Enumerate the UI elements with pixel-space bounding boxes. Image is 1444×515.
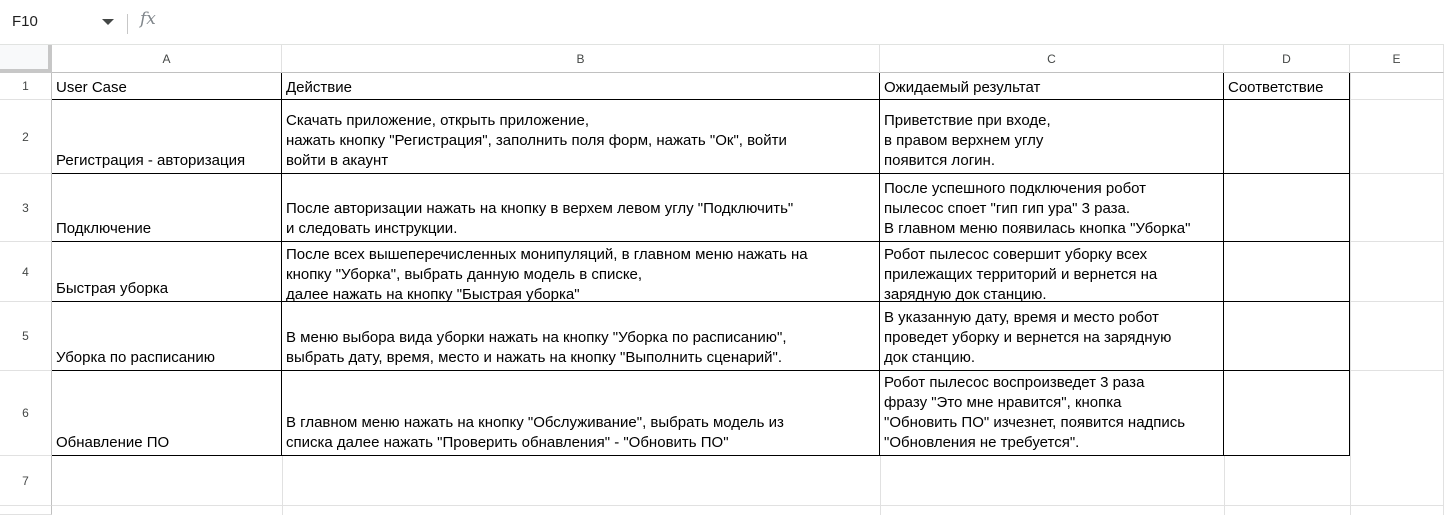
table-border <box>1349 73 1350 456</box>
column-header-e[interactable]: E <box>1350 45 1444 73</box>
cell-b3[interactable]: После авторизации нажать на кнопку в верхем левом углу "Подключить" и следовать инструкции. <box>286 200 794 237</box>
grid-line <box>1350 73 1351 515</box>
cell-b4[interactable]: После всех вышеперечисленных монипуляций, в главном меню нажать на кнопку "Уборка", выбрать данную модель в списке, далее нажать на кнопку "Быстрая уборка" <box>286 246 808 301</box>
row-header-5[interactable]: 5 <box>0 302 52 371</box>
fx-icon: fx <box>140 9 156 29</box>
cell-b5[interactable]: В меню выбора вида уборки нажать на кнопку "Уборка по расписанию", выбрать дату, время, место и нажать на кнопку "Выполнить сценарий". <box>286 329 787 366</box>
name-box-value: F10 <box>12 13 38 30</box>
cell-b6[interactable]: В главном меню нажать на кнопку "Обслуживание", выбрать модель из списка далее нажать "Проверить обнавления" - "Обновить ПО" <box>286 414 784 451</box>
cell-a6[interactable]: Обнавление ПО <box>56 434 170 451</box>
cell-a3[interactable]: Подключение <box>56 220 152 237</box>
cell-c4[interactable]: Робот пылесос совершит уборку всех прилежащих территорий и вернется на зарядную док станцию. <box>884 246 1158 301</box>
formula-bar <box>0 0 1444 45</box>
formula-input[interactable] <box>172 0 1432 44</box>
chevron-down-icon[interactable] <box>102 19 114 25</box>
row-header-1[interactable]: 1 <box>0 73 52 100</box>
column-header-d[interactable]: D <box>1224 45 1350 73</box>
cell-d1[interactable]: Соответствие <box>1228 79 1324 96</box>
cell-c6[interactable]: Робот пылесос воспроизведет 3 раза фразу "Это мне нравится", кнопка "Обновить ПО" изчезнет, появится надпись "Обновления не требуется". <box>884 374 1186 451</box>
formula-separator <box>127 14 128 34</box>
row-header-7[interactable]: 7 <box>0 456 52 506</box>
table-border <box>52 455 1350 456</box>
row-header-4[interactable]: 4 <box>0 242 52 302</box>
grid-line <box>1224 456 1225 515</box>
row-header-3[interactable]: 3 <box>0 174 52 242</box>
cell-b2[interactable]: Скачать приложение, открыть приложение, нажать кнопку "Регистрация", заполнить поля форм, нажать "Ок", войти войти в акаунт <box>286 112 787 169</box>
select-all-corner[interactable] <box>0 45 52 73</box>
cell-c5[interactable]: В указанную дату, время и место робот проведет уборку и вернется на зарядную док станцию. <box>884 309 1172 366</box>
cell-c3[interactable]: После успешного подключения робот пылесос споет "гип гип ура" 3 раза. В главном меню появилась кнопка "Уборка" <box>884 180 1191 237</box>
name-box[interactable] <box>12 0 122 44</box>
cell-a4[interactable]: Быстрая уборка <box>56 280 169 297</box>
table-border <box>1223 73 1224 456</box>
column-header-a[interactable]: A <box>52 45 282 73</box>
cell-a2[interactable]: Регистрация - авторизация <box>56 152 246 169</box>
cell-a5[interactable]: Уборка по расписанию <box>56 349 215 366</box>
grid-line <box>282 456 283 515</box>
row-header-8[interactable] <box>0 506 52 515</box>
row-header-2[interactable]: 2 <box>0 100 52 174</box>
cell-a1[interactable]: User Case <box>56 79 127 96</box>
grid-line <box>880 456 881 515</box>
row-header-6[interactable]: 6 <box>0 371 52 456</box>
grid-line <box>52 505 1444 506</box>
cell-b1[interactable]: Действие <box>286 79 352 96</box>
column-header-c[interactable]: C <box>880 45 1224 73</box>
cell-c1[interactable]: Ожидаемый результат <box>884 79 1041 96</box>
column-header-b[interactable]: B <box>282 45 880 73</box>
cell-c2[interactable]: Приветствие при входе, в правом верхнем углу появится логин. <box>884 112 1051 169</box>
